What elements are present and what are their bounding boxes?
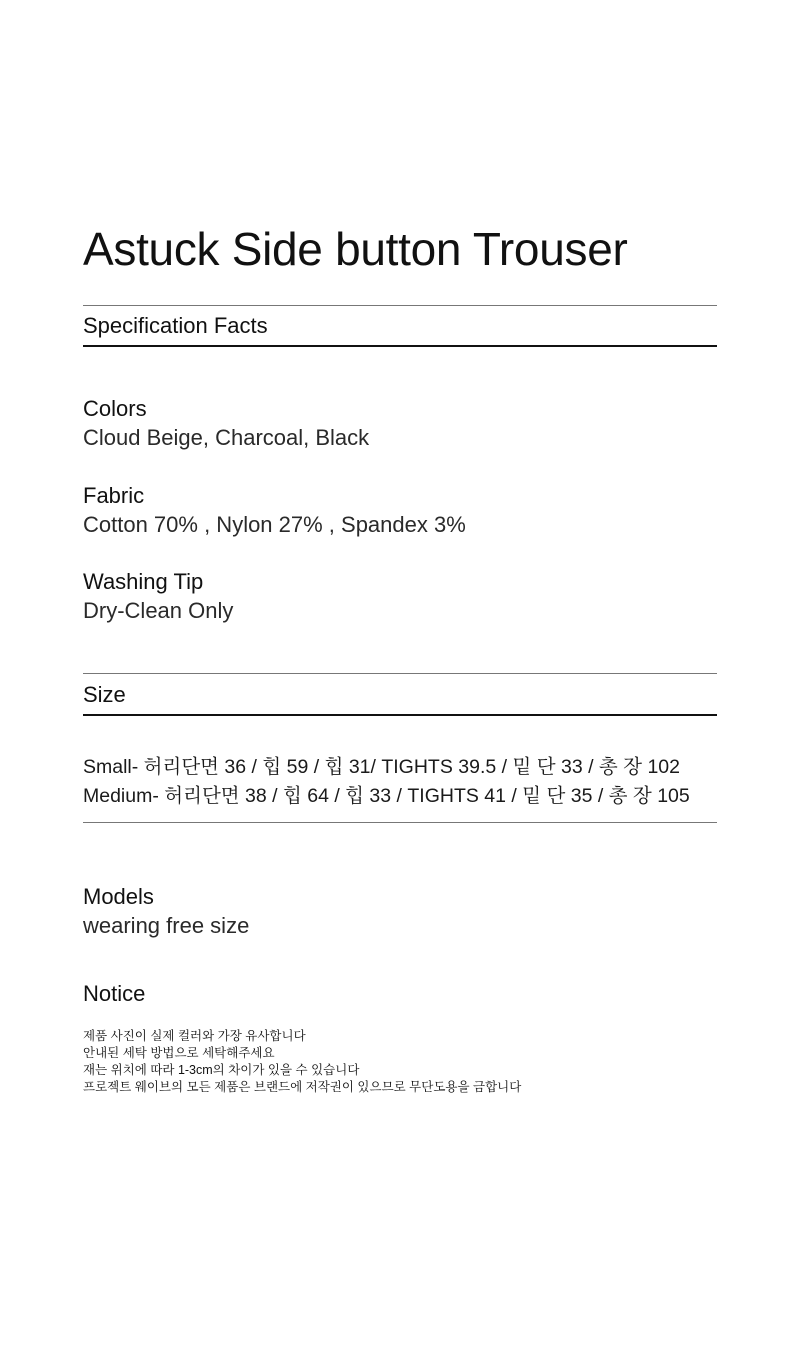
fabric-value: Cotton 70% , Nylon 27% , Spandex 3% xyxy=(83,512,466,537)
divider xyxy=(83,305,717,306)
fabric-label: Fabric xyxy=(83,483,145,508)
models-label: Models xyxy=(83,884,154,909)
washing-tip-label: Washing Tip xyxy=(83,569,204,594)
divider xyxy=(83,822,717,823)
size-row-medium: Medium- 허리단면 38 / 힙 64 / 힙 33 / TIGHTS 41 / 밑 단 35 / 총 장 105 xyxy=(83,785,690,807)
specification-heading: Specification Facts xyxy=(83,313,268,338)
colors-value: Cloud Beige, Charcoal, Black xyxy=(83,425,370,450)
notice-line: 안내된 세탁 방법으로 세탁해주세요 xyxy=(83,1046,275,1060)
product-title: Astuck Side button Trouser xyxy=(83,223,628,275)
colors-label: Colors xyxy=(83,396,147,421)
washing-tip-value: Dry-Clean Only xyxy=(83,598,234,623)
divider xyxy=(83,345,717,347)
notice-line: 제품 사진이 실제 컬러와 가장 유사합니다 xyxy=(83,1029,306,1043)
size-row-small: Small- 허리단면 36 / 힙 59 / 힙 31/ TIGHTS 39.5 / 밑 단 33 / 총 장 102 xyxy=(83,756,680,778)
notice-label: Notice xyxy=(83,981,146,1006)
divider xyxy=(83,673,717,674)
models-value: wearing free size xyxy=(83,913,250,938)
notice-line: 프로젝트 웨이브의 모든 제품은 브랜드에 저작권이 있으므로 무단도용을 금합니다 xyxy=(83,1080,522,1094)
divider xyxy=(83,714,717,716)
size-heading: Size xyxy=(83,682,126,707)
notice-line: 재는 위치에 따라 1-3cm의 차이가 있을 수 있습니다 xyxy=(83,1063,360,1077)
